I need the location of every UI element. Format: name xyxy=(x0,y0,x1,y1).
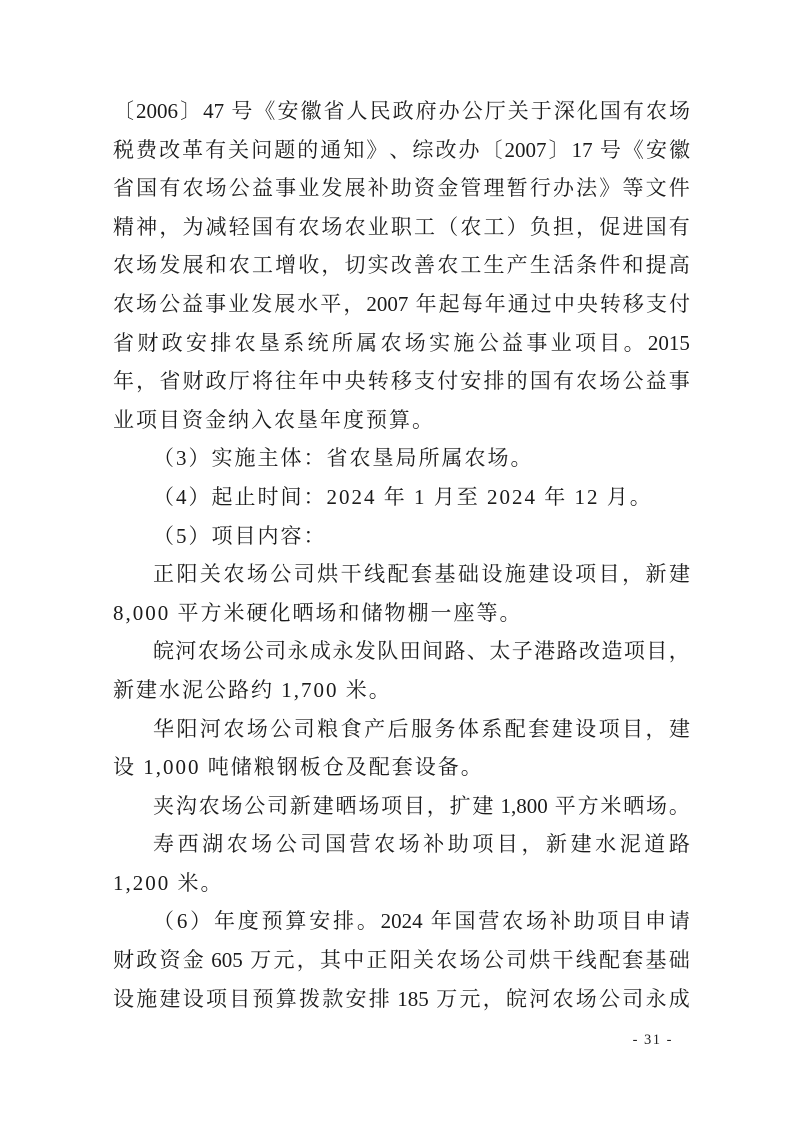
page-number: - 31 - xyxy=(632,1032,673,1048)
text-line: 皖 河 农 场 公 司 永 成 永 发 队 田 间 路 、 太 子 港 路 改 造 项 目 ， xyxy=(153,639,690,664)
text-line: （ 6 ） 年 度 预 算 安 排 。 2024 年 国 营 农 场 补 助 项 目 申 请 xyxy=(153,909,690,934)
text-line: 设 施 建 设 项 目 预 算 拨 款 安 排 185 万 元 ， 皖 河 农 场 公 司 永 成 xyxy=(113,986,690,1011)
text-line: （5）项目内容： xyxy=(153,523,327,548)
text-line: 1,200 米。 xyxy=(113,870,224,895)
text-line: 税 费 改 革 有 关 问 题 的 通 知 》 、 综 改 办 〔 2007 〕 17 号 《 安 徽 xyxy=(113,137,690,162)
text-line: （4）起止时间：2024 年 1 月至 2024 年 12 月。 xyxy=(153,484,653,509)
text-line: 正 阳 关 农 场 公 司 烘 干 线 配 套 基 础 设 施 建 设 项 目 ， 新 建 xyxy=(153,562,690,587)
text-line: 农 场 公 益 事 业 发 展 水 平 ， 2007 年 起 每 年 通 过 中 央 转 移 支 付 xyxy=(113,291,690,316)
text-line: 〔 2006 〕 47 号 《 安 徽 省 人 民 政 府 办 公 厅 关 于 深 化 国 有 农 场 xyxy=(113,99,690,123)
text-line: 夹 沟 农 场 公 司 新 建 晒 场 项 目 ， 扩 建 1,800 平 方 米 晒 场 。 xyxy=(153,793,690,818)
text-line: 省 国 有 农 场 公 益 事 业 发 展 补 助 资 金 管 理 暂 行 办 法 》 等 文 件 xyxy=(113,176,690,201)
text-line: 设 1,000 吨储粮钢板仓及配套设备。 xyxy=(113,755,484,780)
text-line: 年 ， 省 财 政 厅 将 往 年 中 央 转 移 支 付 安 排 的 国 有 农 场 公 益 事 xyxy=(113,369,690,394)
text-line: 精 神 ， 为 减 轻 国 有 农 场 农 业 职 工 （ 农 工 ） 负 担 ， 促 进 国 有 xyxy=(113,214,690,239)
text-line: 新建水泥公路约 1,700 米。 xyxy=(113,677,392,702)
text-line: 寿 西 湖 农 场 公 司 国 营 农 场 补 助 项 目 ， 新 建 水 泥 道 路 xyxy=(153,832,690,857)
text-line: 财 政 资 金 605 万 元 ， 其 中 正 阳 关 农 场 公 司 烘 干 线 配 套 基 础 xyxy=(113,948,690,973)
text-line: 华 阳 河 农 场 公 司 粮 食 产 后 服 务 体 系 配 套 建 设 项 目 ， 建 xyxy=(153,716,690,741)
text-line: 农 场 发 展 和 农 工 增 收 ， 切 实 改 善 农 工 生 产 生 活 条 件 和 提 高 xyxy=(113,253,690,278)
text-line: （3）实施主体：省农垦局所属农场。 xyxy=(153,446,534,471)
text-line: 省 财 政 安 排 农 垦 系 统 所 属 农 场 实 施 公 益 事 业 项 目 。 2015 xyxy=(113,330,690,355)
document-content xyxy=(113,92,690,1018)
text-line: 8,000 平方米硬化晒场和储物棚一座等。 xyxy=(113,600,523,625)
text-line: 业项目资金纳入农垦年度预算。 xyxy=(113,407,435,432)
